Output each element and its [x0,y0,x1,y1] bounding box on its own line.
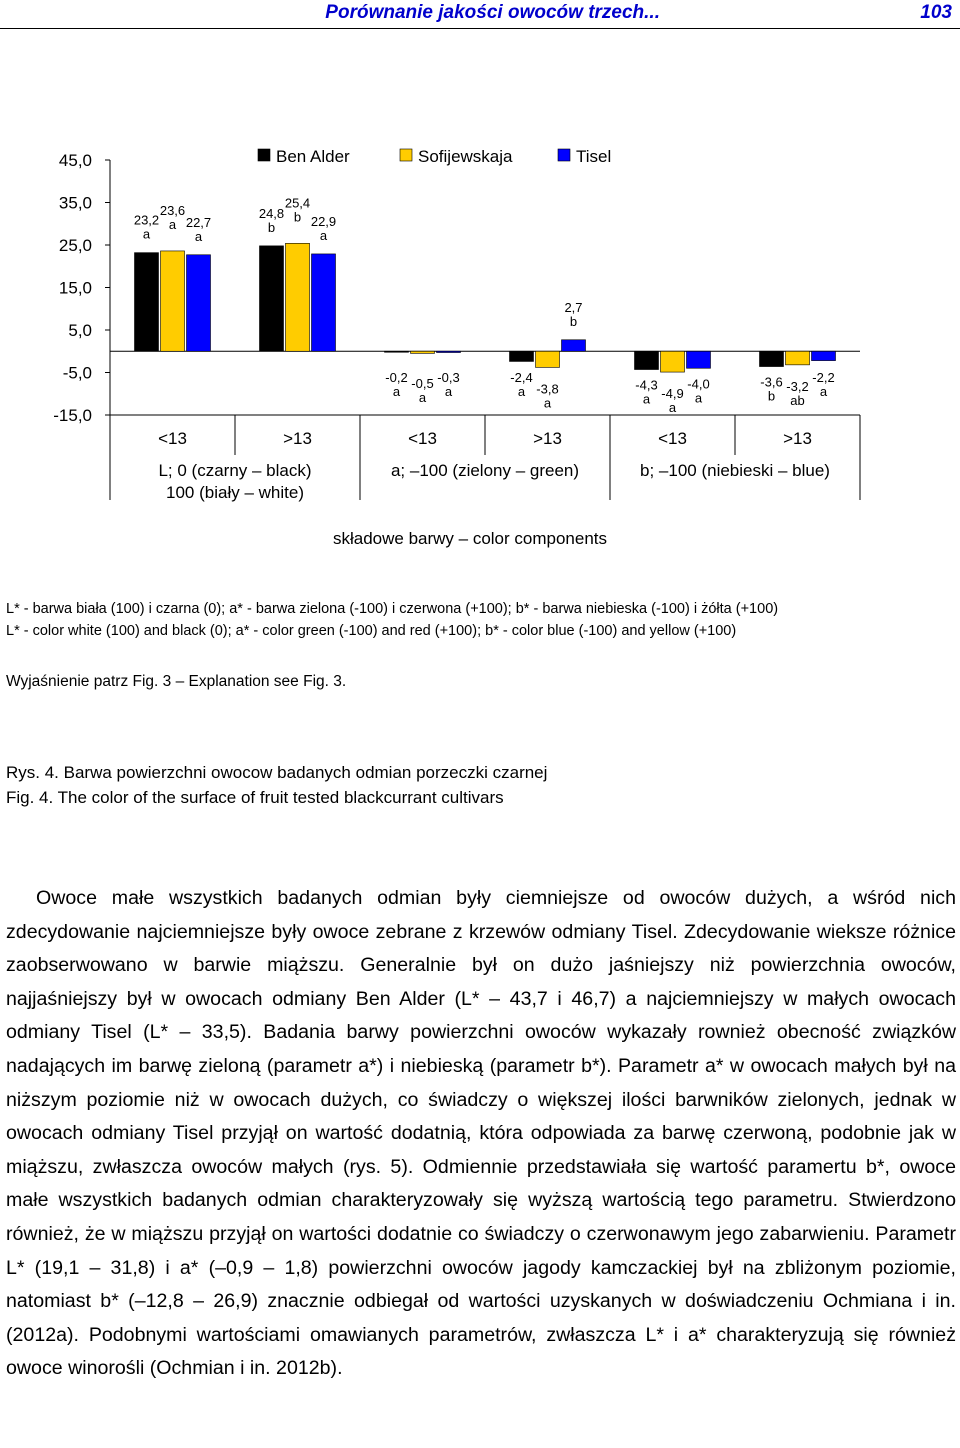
y-tick-label: -5,0 [62,363,92,383]
bar [161,251,185,351]
bar [187,255,211,351]
figure-caption-pl: Rys. 4. Barwa powierzchni owocow badanych odmian porzeczki czarnej [6,763,548,782]
significance-letter: a [142,226,151,242]
note-polish: L* - barwa biała (100) i czarna (0); a* - barwa zielona (-100) i czerwona (+100); b* - barwa niebieska (-100) i żółta (+100) [6,601,779,617]
category-label: <13 [158,429,187,448]
significance-letter: a [418,389,427,405]
y-tick-label: -15,0 [53,406,92,425]
category-label: <13 [658,429,687,448]
legend-label: Tisel [576,147,612,166]
bar [562,340,586,351]
significance-letter: a [517,383,526,399]
value-label: -0,2 [385,369,408,385]
y-tick-label: 15,0 [58,278,92,298]
note-english: L* - color white (100) and black (0); a* - color green (-100) and red (+100); b* - color blue (-100) and yellow (+100) [6,623,737,639]
bar [510,351,534,361]
significance-letter: b [267,219,276,235]
bar [661,351,685,372]
value-label: -3,6 [760,374,783,390]
value-label: -3,8 [536,381,559,397]
bar [286,243,310,351]
bar [536,351,560,367]
category-label: >13 [783,429,812,448]
value-label: -2,4 [510,369,533,385]
bar-chart [0,120,960,560]
significance-letter: a [694,390,703,406]
legend-swatch [558,149,570,161]
bar [786,351,810,365]
note-explanation: Wyjaśnienie patrz Fig. 3 – Explanation see Fig. 3. [6,673,347,690]
group-label: b; –100 (niebieski – blue) [640,461,830,480]
significance-letter: a [194,228,203,244]
bar [687,351,711,368]
bar [812,351,836,360]
category-label: <13 [408,429,437,448]
significance-letter: b [569,313,578,329]
y-tick-label: 35,0 [58,193,92,213]
significance-letter: a [444,383,453,399]
body-paragraph: Owoce małe wszystkich badanych odmian były ciemniejsze od owoców dużych, a wśród nich zdecydowanie najciemniejsze były owoce zebrane z krzewów odmiany Tisel. Zdecydowanie wieksze różnice zaobserwowano w barwie miąższu. Generalnie był on dużo jaśniejszy niż powierzchnia owoców, najjaśniejszy był w owocach odmiany Ben Alder (L* – 43,7 i 46,7) a najciemniejszy w małych owocach odmiany Tisel (L* – 33,5). Badania barwy powierzchni owoców wykazały rownież obecność związków nadających im barwę zieloną (parametr a*) i niebieską (parametr b*). Parametr a* w owocach małych był na niższym poziomie niż w owocach dużych, co świadczy o większej ilości barwników zielonych, jednak w owocach odmiany Tisel przyjął on wartość dodatnią, która odpowiada za barwę czerwoną, podobnie jak w miąższu, zwłaszcza owoców małych (rys. 5). Odmiennie przedstawiała się wartość paramertu b*, owoce małe wszystkich badanych odmian charakteryzowały się wyższą wartością tego parametru. Stwierdzono również, że w miąższu przyjął on wartości dodatnie co świadczy o czerwonawym jego zabarwieniu. Parametr L* (19,1 – 31,8) i a* (–0,9 – 1,8) powierzchni owoców jagody kamczackiej był na zbliżonym poziomie, natomiast b* (–12,8 – 26,9) znacznie odbiegał od wartości uzyskanych w doświadczeniu Ochmiana i in. (2012a). Podobnymi wartościami omawianych parametrów, zwłaszcza L* i a* charakteryzują się również owoce winorośli (Ochmian i in. 2012b). [6,887,956,1380]
value-label: 2,7 [564,299,583,315]
bar [312,254,336,351]
bar [635,351,659,369]
bar [760,351,784,366]
bar [385,351,409,352]
bar [135,253,159,352]
running-title: Porównanie jakości owoców trzech... [325,2,660,23]
group-label: a; –100 (zielony – green) [390,461,580,480]
bar [411,351,435,353]
value-label: -4,9 [661,386,684,402]
value-label: -4,0 [687,376,710,392]
legend-label: Sofijewskaja [418,147,513,166]
significance-letter: ab [790,392,805,408]
figure-caption-en: Fig. 4. The color of the surface of fruit tested blackcurrant cultivars [6,788,504,807]
value-label: 22,9 [310,213,337,229]
bar [437,351,461,352]
significance-letter: a [543,395,552,411]
group-label: L; 0 (czarny – black) [158,461,312,480]
y-tick-label: 45,0 [58,151,92,170]
value-label: 22,7 [185,214,212,230]
value-label: -0,3 [437,369,460,385]
group-label: 100 (biały – white) [166,483,304,502]
significance-letter: a [168,216,177,232]
value-label: 23,6 [159,202,186,218]
page-number: 103 [920,2,952,23]
significance-letter: b [293,209,302,225]
bar [260,246,284,351]
significance-letter: a [319,227,328,243]
value-label: 24,8 [258,205,285,221]
category-label: >13 [283,429,312,448]
y-tick-label: 25,0 [58,236,92,255]
value-label: 23,2 [133,212,160,228]
legend-label: Ben Alder [276,147,350,166]
significance-letter: a [819,383,828,399]
significance-letter: a [392,383,401,399]
category-label: >13 [533,429,562,448]
value-label: -4,3 [635,377,658,393]
value-label: 25,4 [284,195,311,211]
x-axis-title: składowe barwy – color components [332,529,608,548]
value-label: -0,5 [411,375,434,391]
y-tick-label: 5,0 [68,321,92,340]
significance-letter: a [642,391,651,407]
significance-letter: b [767,388,776,404]
legend-swatch [258,149,270,161]
page-header [0,0,960,29]
legend-swatch [400,149,412,161]
significance-letter: a [668,400,677,416]
value-label: -2,2 [812,369,835,385]
value-label: -3,2 [786,378,809,394]
